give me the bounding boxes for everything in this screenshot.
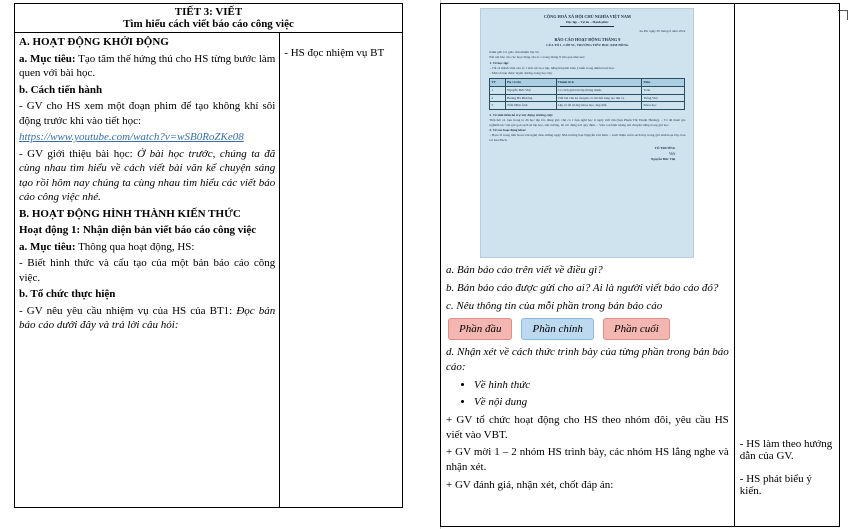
report-section2-text: Tiến hết cả, bạn trong tổ đã học tập tốt, đúng giờ, chủ có 1 bạn nghỉ học ít ngày viết ốm (bạn Phạm Thị Thanh Hương). – Tổ đã tham gia nghiêm túc vận gói gọn sạch sẽ lớp học, sân trường, bỏ rác đúng nơi quy định. – Vận con hiện tượng nói chuyện riêng trong giờ học. [489, 117, 686, 128]
report-cell-achievement: Có cách giải bài tập thông minh. [556, 87, 642, 95]
report-th-tt: TT [490, 79, 506, 87]
report-recipient: Kính gửi: Cô giáo chủ nhiệm lớp 5C. [489, 49, 540, 54]
table-row-title [15, 4, 403, 33]
lesson-title-line2: Tìm hiểu cách viết báo cáo công việc [123, 18, 294, 30]
side-spacer [740, 7, 834, 427]
left-main-content-cell [15, 33, 280, 508]
text-nhiem-vu-plain: - GV nêu yêu cầu nhiệm vụ của HS của BT1: [19, 304, 237, 317]
report-achievement-table [489, 78, 685, 109]
para-muc-tieu-a [19, 52, 275, 81]
table-row-body-right [441, 4, 840, 527]
youtube-link[interactable]: https://www.youtube.com/watch?v=wSB0RoZKe08 [19, 131, 244, 144]
label-to-chuc-thuc-hien: b. Tổ chức thực hiện [19, 288, 116, 301]
report-national-header: CỘNG HOÀ XÃ HỘI CHỦ NGHĨA VIỆT NAM [543, 14, 631, 19]
lesson-title-line1: TIẾT 3: VIẾT [174, 6, 243, 18]
report-table-row [490, 87, 685, 95]
report-th-achievement: Thành tích [556, 79, 642, 87]
note-hs-phat-bieu: - HS phát biểu ý kiến. [739, 473, 812, 497]
report-section3-text: – Bạn cử trong liên hoan văn nghệ chào mừng ngày Nhà trường bạn Nguyễn Chí Khả. – Giới thiệu cuốn sách hay trong giờ sinh hoạt lớp, bạn Lê Gia Bách. [489, 133, 686, 143]
report-cell-tt: 1 [490, 87, 506, 95]
text-muc-tieu-hd1: Thông qua hoạt động, HS: [75, 240, 195, 253]
heading-activity-a: A. HOẠT ĐỘNG KHỞI ĐỘNG [19, 36, 169, 48]
report-cell-tt: 3 [490, 102, 506, 110]
para-gv-danh-gia: + GV đánh giá, nhận xét, chốt đáp án: [446, 479, 614, 492]
heading-activity-b: B. HOẠT ĐỘNG HÌNH THÀNH KIẾN THỨC [19, 207, 241, 220]
report-date: Sa Pả, ngày 30 tháng 9 năm 2024 [639, 29, 686, 34]
report-image-inner [489, 14, 685, 253]
text-muc-tieu-a: Tạo tâm thế hứng thú cho HS từng bước làm quen với bài học. [19, 52, 276, 80]
report-cell-achievement: Lập sơ đồ tư duy khoa học, đẹp mắt. [556, 102, 642, 110]
para-video-link-wrap [19, 130, 275, 145]
report-table-row [490, 94, 685, 102]
report-th-name: Họ và tên [505, 79, 556, 87]
text-nhiem-vu-italic: Đọc bản báo cáo dưới đây và trả lời câu hỏi: [19, 304, 276, 332]
report-section1-title: 1. Về học tập: [489, 61, 510, 66]
label-cach-tien-hanh: b. Cách tiến hành [19, 83, 103, 96]
left-side-content-cell [280, 33, 403, 508]
report-cell-subject: Khoa học [642, 102, 685, 110]
report-table-header-row [490, 79, 685, 87]
lesson-plan-table-right [440, 3, 840, 527]
para-gv-gioi-thieu [19, 147, 275, 205]
para-gv-cho-hs-xem-phim: - GV cho HS xem một đoạn phim để tạo không khí sôi động trước khi vào tiết học: [19, 100, 276, 127]
report-national-motto: Độc lập – Tự do – Hạnh phúc [566, 20, 609, 25]
right-document-page [440, 0, 852, 529]
text-gv-gioi-thieu-italic: Ở bài học trước, chúng ta đã cùng nhau tìm hiểu về cách viết bài văn kể chuyện sáng tạo rồi hôm nay chúng ta cùng nhau tìm hiểu các viết báo cáo công việc nhé. [19, 147, 276, 204]
para-muc-tieu-hd1 [19, 240, 275, 255]
question-c: c. Nêu thông tin của mỗi phần trong bản báo cáo [446, 299, 663, 312]
question-d-list [446, 378, 729, 410]
report-signature: Việt [668, 150, 676, 156]
report-sample-image [480, 8, 694, 258]
report-section2-title: 2. Về tinh thần hỗ trợ xây dựng trường, lớp: [489, 112, 554, 117]
report-cell-name: Hoàng Hà Phương [505, 94, 556, 102]
label-muc-tieu-a: a. Mục tiêu: [19, 52, 76, 65]
table-row-body [15, 33, 403, 508]
right-main-content-cell [441, 4, 735, 527]
report-intro: Em xin báo cáo các hoạt động của tổ 1 trong tháng 9 vừa qua như sau: [489, 55, 585, 60]
question-d: d. Nhận xét về cách thức trình bày của từng phần trong bản báo cáo: [446, 346, 729, 374]
note-hs-lam-theo-huong-dan: - HS làm theo hướng dẫn của GV. [739, 438, 833, 462]
report-title-line1: BÁO CÁO HOẠT ĐỘNG THÁNG 9 [554, 36, 621, 42]
report-signer-name: Nguyễn Đức Việt [650, 156, 676, 161]
para-hd1-bullet: - Biết hình thức và cấu tạo của một bản báo cáo công việc. [19, 257, 276, 284]
report-divider [560, 26, 614, 27]
report-section1-line2: – Một số bạn được tuyên dương trong học tập: [489, 71, 553, 76]
phase-buttons-row [446, 318, 729, 341]
para-nhiem-vu-bt1 [19, 304, 275, 333]
label-muc-tieu-hd1: a. Mục tiêu: [19, 240, 76, 253]
right-side-content-cell [734, 4, 839, 527]
report-cell-name: Nguyễn Đức Việt [505, 87, 556, 95]
question-a: a. Bản báo cáo trên viết về điều gì? [446, 264, 603, 276]
note-hs-doc-nhiem-vu: - HS đọc nhiệm vụ BT [284, 47, 385, 59]
report-th-subject: Môn [642, 79, 685, 87]
phase-button-dau[interactable]: Phần đầu [448, 318, 512, 341]
list-item-noi-dung: • Về nội dung [474, 395, 729, 410]
report-cell-subject: Toán [642, 87, 685, 95]
left-document-page [0, 0, 420, 529]
report-cell-tt: 2 [490, 94, 506, 102]
report-cell-name: Trần Nhật Ánh [505, 102, 556, 110]
report-title-line2: CỦA TỔ 1, LỚP 5C, TRƯỜNG TIỂU HỌC KIM ĐỒNG [546, 42, 629, 47]
list-item-hinh-thuc: • Về hình thức [474, 378, 729, 393]
report-signer-title: TỔ TRƯỞNG [654, 145, 676, 150]
para-gv-moi-nhom: + GV mời 1 – 2 nhóm HS trình bày, các nhóm HS lắng nghe và nhận xét. [446, 446, 729, 474]
question-b: b. Bản báo cáo được gửi cho ai? Ai là người viết báo cáo đó? [446, 281, 719, 294]
report-cell-achievement: Viết bài văn kể chuyện có chi tiết sáng tạo thú vị. [556, 94, 642, 102]
heading-hoat-dong-1: Hoạt động 1: Nhận diện bản viết báo cáo công việc [19, 224, 257, 237]
report-section3-title: 3. Về các hoạt động khác: [489, 128, 527, 133]
phase-button-cuoi[interactable]: Phần cuối [603, 318, 670, 341]
text-gv-gioi-thieu-plain: - GV giới thiệu bài học: [19, 147, 138, 160]
report-section1-line1: – Tất cả thành viên của tổ 1 tích cực học tập, hăng hái phát biểu ý kiến trong nhiều buổi học. [489, 66, 615, 71]
phase-button-chinh[interactable]: Phần chính [521, 318, 593, 341]
para-gv-to-chuc: + GV tổ chức hoạt động cho HS theo nhóm đôi, yêu cầu HS viết vào VBT. [446, 413, 729, 441]
report-cell-subject: Tiếng Việt [642, 94, 685, 102]
lesson-title-cell [15, 4, 403, 33]
report-table-row [490, 102, 685, 110]
lesson-plan-table-left [14, 3, 403, 508]
